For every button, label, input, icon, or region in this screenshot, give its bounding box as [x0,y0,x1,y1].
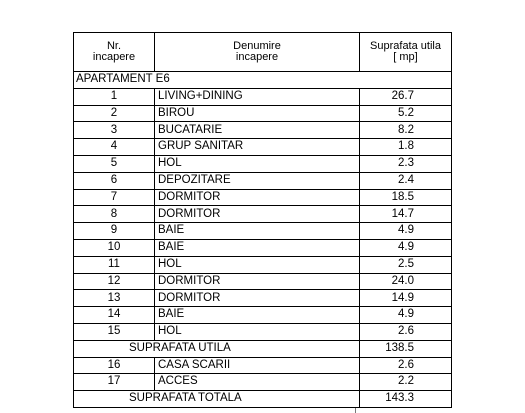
table-row [74,172,452,189]
header-area [360,33,452,72]
header-nr-line1: Nr. [106,40,122,52]
table-row [74,223,452,240]
room-number: 7 [74,189,155,206]
table-row [74,273,452,290]
room-number: 3 [74,122,155,139]
room-area: 2.6 [360,357,452,374]
room-name: HOL [155,323,360,340]
room-number: 12 [74,273,155,290]
room-area: 4.9 [360,223,452,240]
room-area: 18.5 [360,189,452,206]
room-name: BAIE [155,223,360,240]
apartment-title: APARTAMENT E6 [74,72,452,89]
header-area-line1: Suprafata utila [370,40,441,52]
room-area: 14.9 [360,290,452,307]
table-row [74,206,452,223]
total-area-value: 143.3 [360,391,452,408]
table-row [74,189,452,206]
room-name: ACCES [155,374,360,391]
room-name: DORMITOR [155,290,360,307]
table-row [74,290,452,307]
room-area: 1.8 [360,139,452,156]
room-area: 5.2 [360,105,452,122]
room-number: 4 [74,139,155,156]
room-name: GRUP SANITAR [155,139,360,156]
room-number: 16 [74,357,155,374]
room-area: 24.0 [360,273,452,290]
table-row [74,256,452,273]
table-row [74,357,452,374]
room-name: HOL [155,155,360,172]
room-number: 15 [74,323,155,340]
room-number: 2 [74,105,155,122]
room-name: DORMITOR [155,206,360,223]
table-row [74,323,452,340]
room-area: 2.5 [360,256,452,273]
room-area: 2.6 [360,323,452,340]
table-row [74,139,452,156]
room-area: 2.4 [360,172,452,189]
total-area-label: SUPRAFATA TOTALA [74,391,360,408]
room-number: 9 [74,223,155,240]
room-number: 8 [74,206,155,223]
header-name [155,33,360,72]
table-row [74,155,452,172]
table-row [74,122,452,139]
table-row [74,105,452,122]
room-name: CASA SCARII [155,357,360,374]
room-area: 14.7 [360,206,452,223]
room-number: 14 [74,307,155,324]
room-number: 11 [74,256,155,273]
table-header-row [74,33,452,72]
room-name: DEPOZITARE [155,172,360,189]
room-name: DORMITOR [155,273,360,290]
apartment-row [74,72,452,89]
usable-area-total-value: 138.5 [360,340,452,357]
usable-area-total-row [74,340,452,357]
room-name: BUCATARIE [155,122,360,139]
table-row [74,374,452,391]
room-name: BAIE [155,239,360,256]
room-name: BIROU [155,105,360,122]
room-number: 6 [74,172,155,189]
header-name-line1: Denumire [233,40,281,52]
room-area: 2.2 [360,374,452,391]
usable-area-total-label: SUPRAFATA UTILA [74,340,360,357]
table-row [74,307,452,324]
room-number: 5 [74,155,155,172]
drawing-line [355,408,356,413]
header-nr-line2: incapere [92,51,136,63]
room-number: 1 [74,88,155,105]
room-area-table [73,32,452,408]
room-area: 2.3 [360,155,452,172]
header-nr [74,33,155,72]
room-number: 17 [74,374,155,391]
room-number: 13 [74,290,155,307]
room-area: 26.7 [360,88,452,105]
room-name: DORMITOR [155,189,360,206]
room-number: 10 [74,239,155,256]
room-name: BAIE [155,307,360,324]
total-area-row [74,391,452,408]
room-area: 4.9 [360,307,452,324]
room-name: LIVING+DINING [155,88,360,105]
room-name: HOL [155,256,360,273]
room-area: 8.2 [360,122,452,139]
header-area-line2: [ mp] [393,51,418,63]
table-row [74,88,452,105]
room-area: 4.9 [360,239,452,256]
header-name-line2: incapere [235,51,279,63]
table-row [74,239,452,256]
